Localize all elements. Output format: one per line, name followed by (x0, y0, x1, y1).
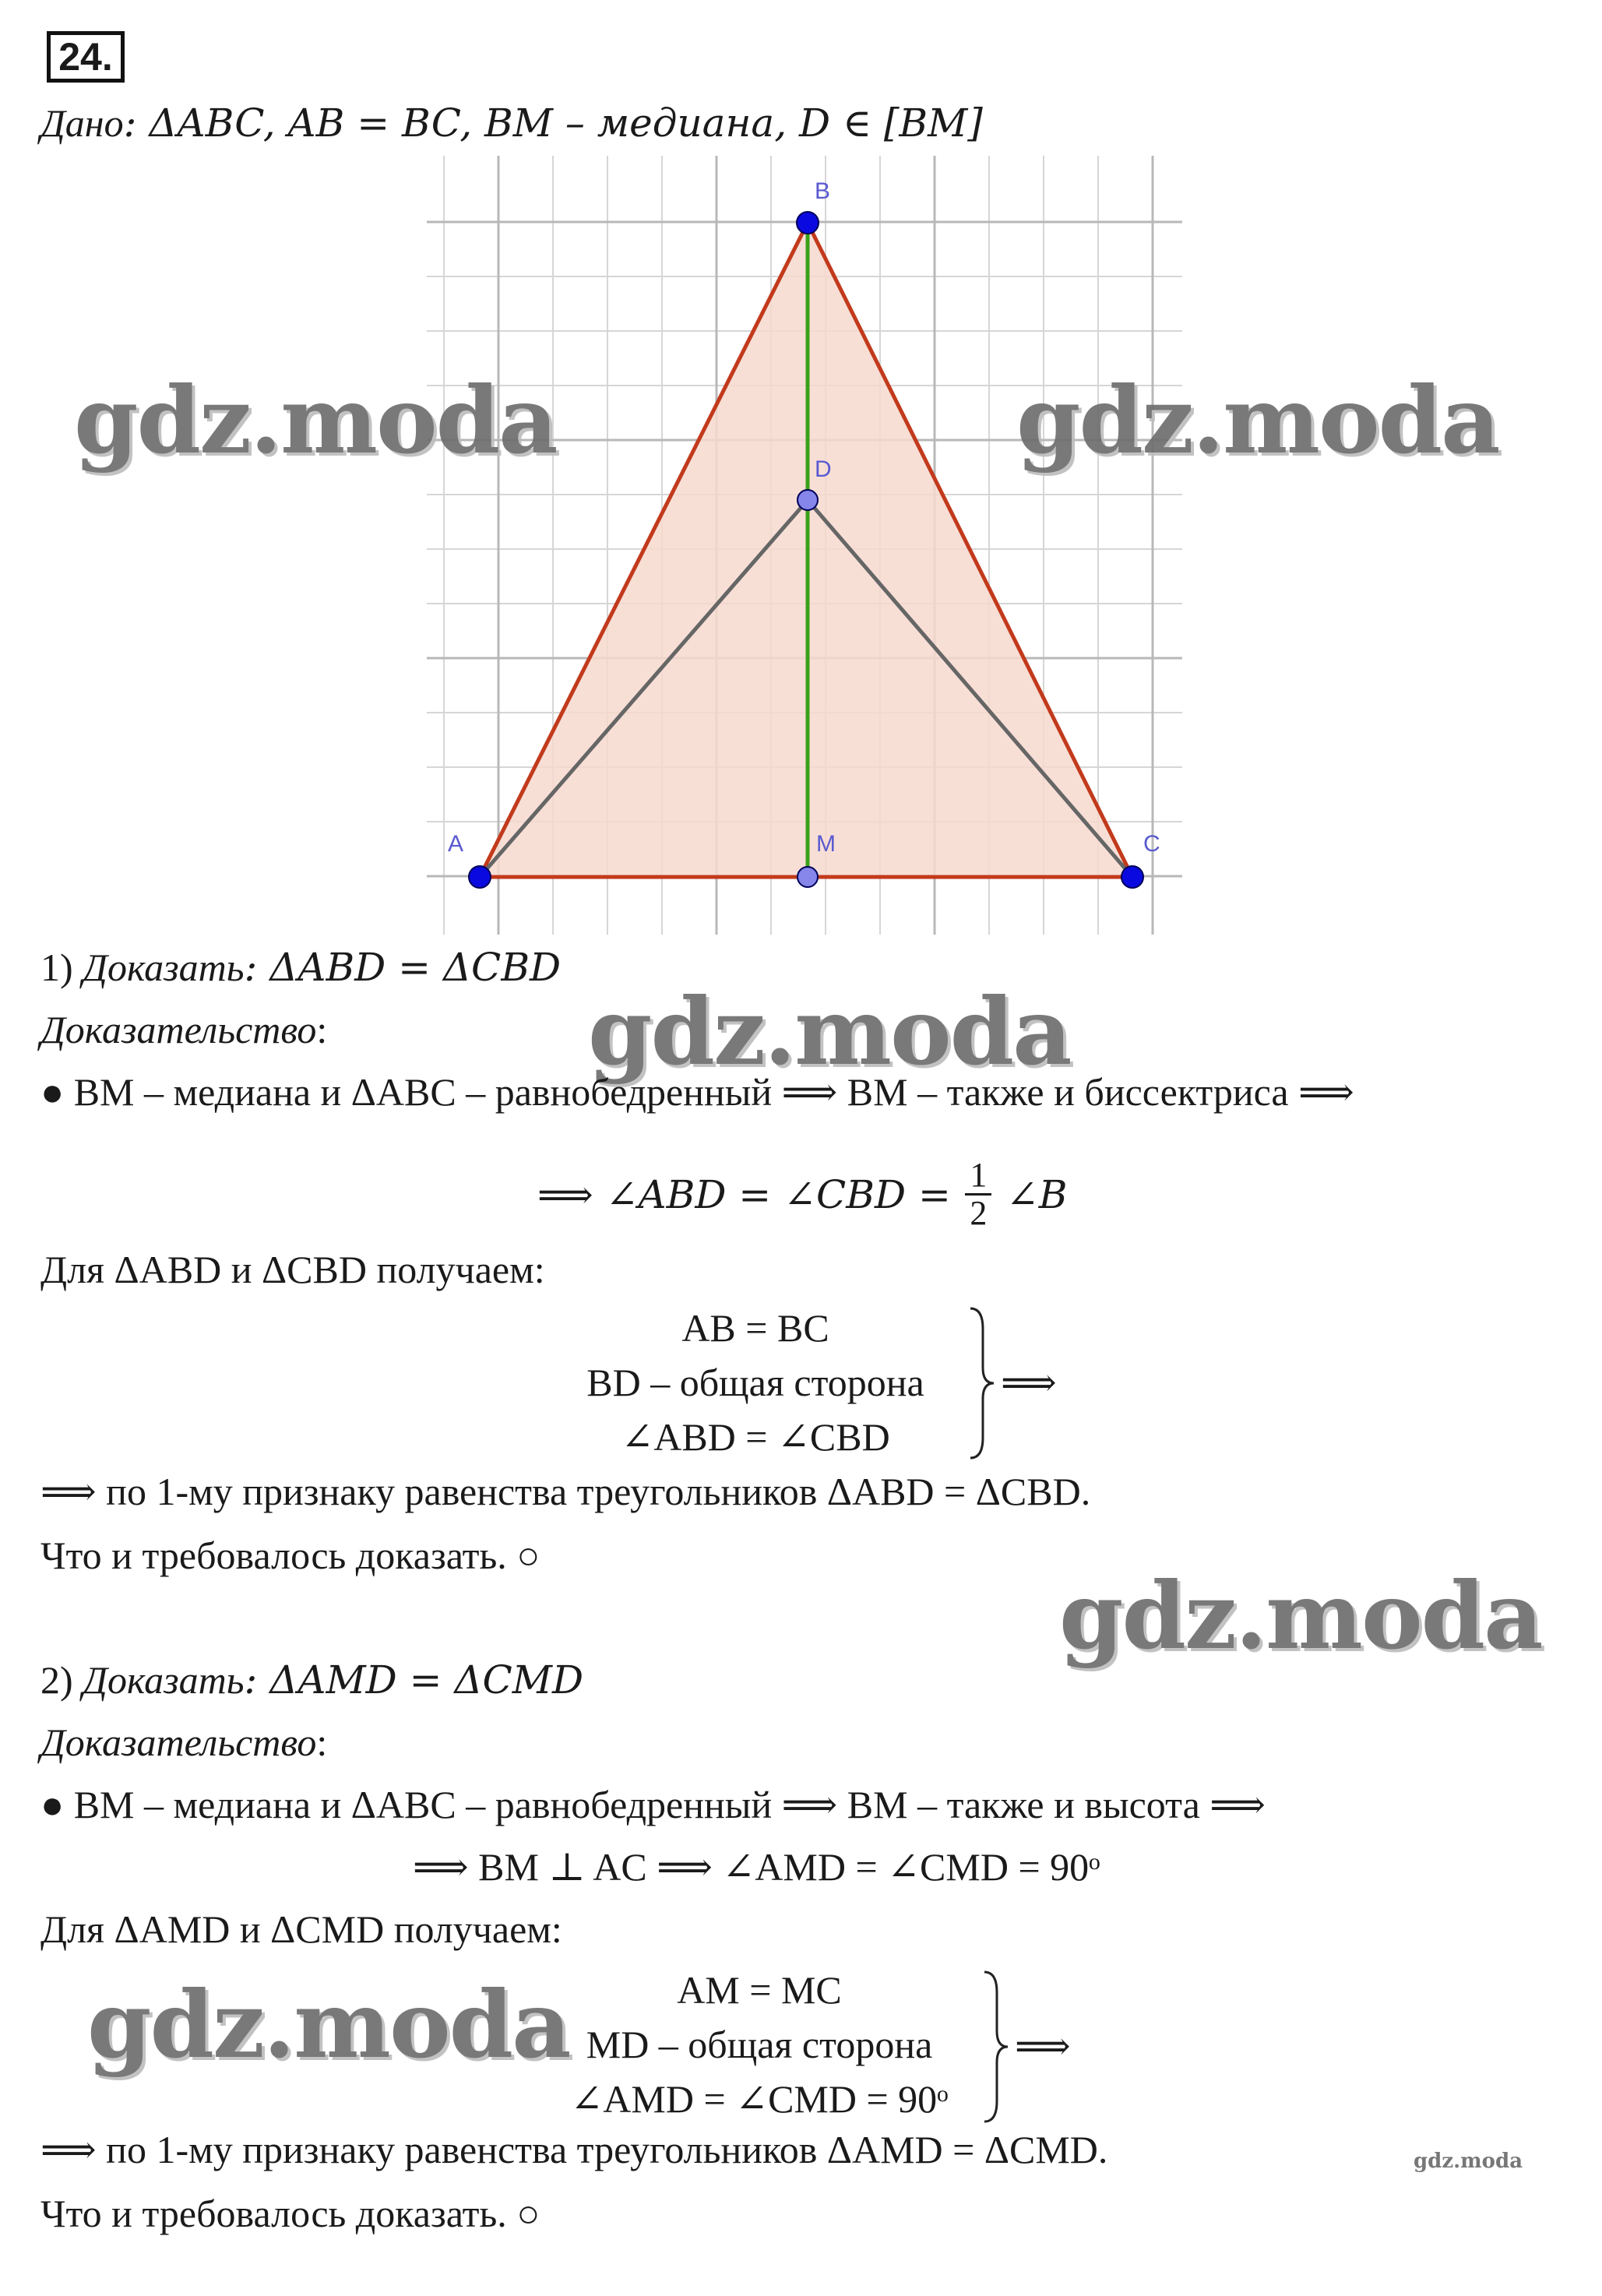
label-a: A (448, 831, 464, 857)
brace-icon (966, 1305, 997, 1461)
part1-sys-row3: ∠ABD = ∠CBD (621, 1415, 890, 1459)
watermark-small: gdz.moda (1414, 2150, 1523, 2173)
part1-implies: ⟹ (1001, 1361, 1057, 1404)
given-line (40, 100, 983, 146)
watermark: gdz.moda (588, 977, 1071, 1086)
watermark: gdz.moda (74, 366, 557, 474)
part2-number: 2) (40, 1658, 73, 1702)
label-b: B (815, 178, 831, 204)
point-m (797, 867, 818, 887)
part2-sys-row2: MD – общая сторона (586, 2023, 933, 2066)
part1-line2-left: ⟹ ∠ABD = ∠CBD = (537, 1171, 951, 1217)
point-d (797, 490, 818, 510)
part2-proof-heading: Доказательство: (40, 1720, 328, 1764)
part1-line1: ● BM – медиана и ΔABC – равнобедренный ⟹ BM – также и биссектриса ⟹ (40, 1070, 1354, 1114)
part1-prove-label: Доказать (83, 946, 245, 989)
part2-line1: ● BM – медиана и ΔABC – равнобедренный ⟹ BM – также и высота ⟹ (40, 1783, 1266, 1826)
fraction-half (965, 1157, 991, 1231)
part1-prove-text: : ΔABD = ΔCBD (244, 945, 562, 990)
part2-implies: ⟹ (1015, 2024, 1071, 2068)
point-b (797, 212, 819, 234)
part2-prove-label: Доказать (83, 1658, 245, 1702)
label-m: M (816, 831, 836, 857)
part1-sys-row1: AB = BC (681, 1306, 829, 1350)
part2-conclusion: ⟹ по 1-му признаку равенства треугольников ΔAMD = ΔCMD. (40, 2128, 1108, 2171)
part2-proof-label: Доказательство (40, 1720, 317, 1764)
label-c: C (1143, 831, 1160, 857)
part1-line2-right: ∠B (1005, 1171, 1068, 1217)
part2-qed: Что и требовалось доказать. ○ (40, 2192, 540, 2235)
part1-proof-label: Доказательство (40, 1008, 317, 1051)
part1-sys-row2: BD – общая сторона (586, 1361, 924, 1404)
part2-prove-line (40, 1657, 583, 1703)
part2-prove-text: : ΔAMD = ΔCMD (244, 1657, 584, 1703)
triangle-diagram (427, 156, 1182, 935)
part2-for-line: Для ΔAMD и ΔCMD получаем: (40, 1907, 562, 1951)
part1-qed: Что и требовалось доказать. ○ (40, 1534, 540, 1577)
given-text: : ΔABC, AB = BC, BM – медиана, D ∈ [BM] (123, 100, 983, 146)
watermark: gdz.moda (87, 1970, 570, 2079)
part1-proof-heading: Доказательство: (40, 1008, 328, 1051)
part2-sys-row1: AM = MC (677, 1968, 842, 2012)
fraction-numerator: 1 (965, 1157, 991, 1196)
brace-icon (980, 1969, 1011, 2125)
part1-line2 (537, 1156, 1068, 1236)
part2-sys-row3: ∠AMD = ∠CMD = 90ᵒ (570, 2077, 949, 2121)
part2-line2: ⟹ BM ⊥ AC ⟹ ∠AMD = ∠CMD = 90ᵒ (413, 1845, 1100, 1889)
watermark: gdz.moda (1016, 366, 1499, 474)
point-a (469, 866, 491, 888)
part1-conclusion: ⟹ по 1-му признаку равенства треугольников ΔABD = ΔCBD. (40, 1470, 1091, 1513)
task-number: 24. (47, 31, 125, 83)
part1-prove-line (40, 944, 561, 991)
fraction-denominator: 2 (970, 1194, 988, 1232)
watermark: gdz.moda (1059, 1562, 1542, 1670)
given-label: Дано (40, 101, 124, 145)
point-c (1121, 866, 1143, 888)
part1-number: 1) (40, 946, 73, 989)
label-d: D (815, 456, 832, 482)
part1-for-line: Для ΔABD и ΔCBD получаем: (40, 1248, 545, 1291)
